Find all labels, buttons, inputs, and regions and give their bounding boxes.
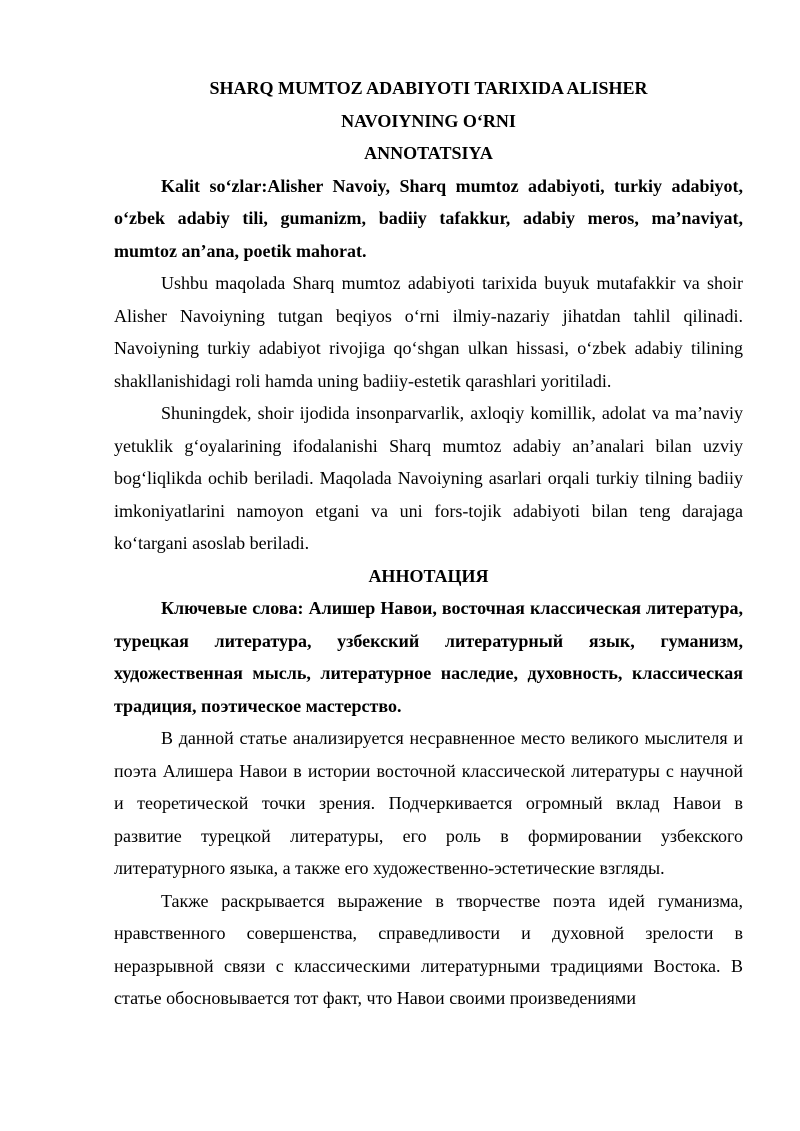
keywords-label-ru: Ключевые слова: <box>161 598 304 618</box>
annotation-ru-keywords <box>114 592 743 722</box>
annotation-uz-paragraph-1: Ushbu maqolada Sharq mumtoz adabiyoti tarixida buyuk mutafakkir va shoir Alisher Navoiyning tutgan beqiyos o‘rni ilmiy-nazariy jihatdan tahlil qilinadi. Navoiyning turkiy adabiyot rivojiga qo‘shgan ulkan hissasi, o‘zbek adabiy tilining shakllanishidagi roli hamda uning badiiy-estetik qarashlari yoritiladi. <box>114 273 743 391</box>
keywords-text-uz: Alisher Navoiy, Sharq mumtoz adabiyoti, turkiy adabiyot, o‘zbek adabiy tili, gumanizm, badiiy tafakkur, adabiy meros, ma’naviyat, mumtoz an’ana, poetik mahorat. <box>114 175 743 261</box>
title-line-1: SHARQ MUMTOZ ADABIYOTI TARIXIDA ALISHER <box>209 78 648 98</box>
title-line-2: NAVOIYNING O‘RNI <box>341 110 516 131</box>
annotation-uz-heading: ANNOTATSIYA <box>364 143 493 163</box>
annotation-uz-paragraph-2: Shuningdek, shoir ijodida insonparvarlik, axloqiy komillik, adolat va ma’naviy yetuklik g‘oyalarining ifodalanishi Sharq mumtoz adabiy an’analari bilan uzviy bog‘liqlikda ochib beriladi. Maqolada Navoiyning asarlari orqali turkiy tilning badiiy imkoniyatlarini namoyon etgani va uni fors-tojik adabiyoti bilan teng darajaga ko‘targani asoslab beriladi. <box>114 403 743 553</box>
keywords-text-ru: Алишер Навои, восточная классическая литература, турецкая литература, узбекский литературный язык, гуманизм, художественная мысль, литературное наследие, духовность, классическая традиция, поэтическое мастерство. <box>114 598 744 716</box>
annotation-ru-heading: АННОТАЦИЯ <box>368 565 489 586</box>
annotation-ru-paragraph-2: Также раскрывается выражение в творчестве поэта идей гуманизма, нравственного совершенства, справедливости и духовной зрелости в неразрывной связи с классическими литературными традициями Востока. В статье обосновывается тот факт, что Навои своими произведениями <box>114 890 743 1008</box>
annotation-uz-keywords <box>114 170 743 268</box>
annotation-ru-paragraph-1: В данной статье анализируется несравненное место великого мыслителя и поэта Алишера Навои в истории восточной классической литературы с научной и теоретической точки зрения. Подчеркивается огромный вклад Навои в развитие турецкой литературы, его роль в формировании узбекского литературного языка, а также его художественно-эстетические взгляды. <box>114 728 743 878</box>
keywords-label-uz: Kalit so‘zlar: <box>161 175 268 196</box>
